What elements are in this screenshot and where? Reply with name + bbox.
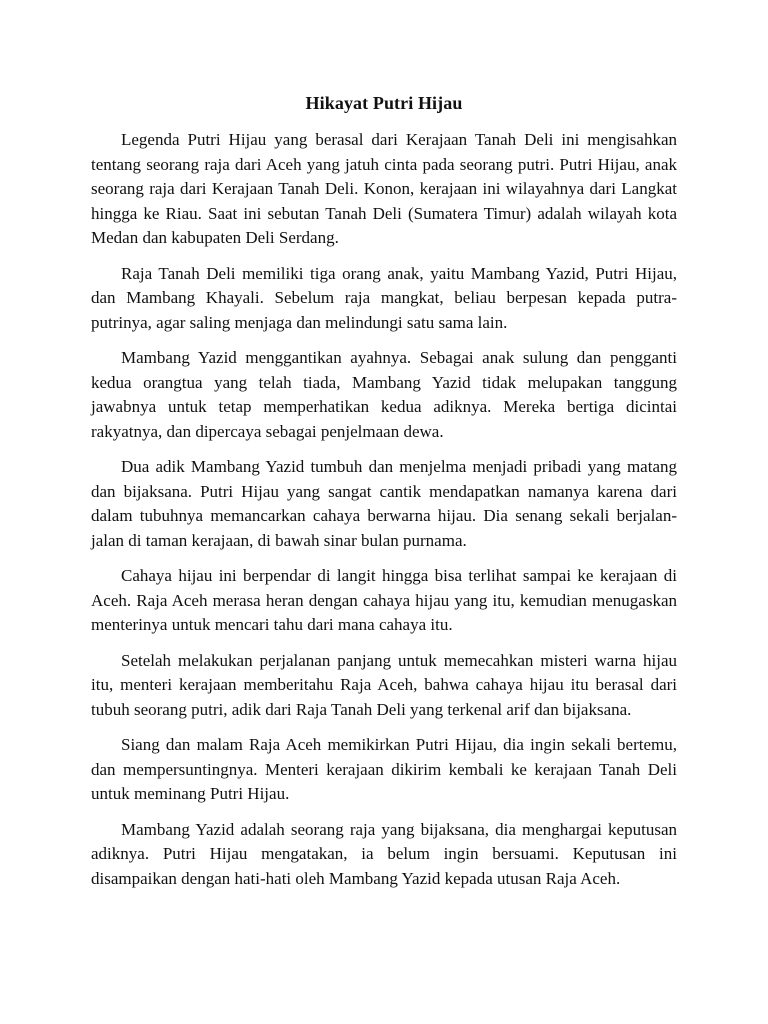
paragraph-2: Raja Tanah Deli memiliki tiga orang anak, yaitu Mambang Yazid, Putri Hijau, dan Mambang Khayali. Sebelum raja mangkat, beliau berpesan kepada putra-putrinya, agar saling menjaga dan melindungi satu sama lain. <box>91 263 677 332</box>
paragraph-3: Mambang Yazid menggantikan ayahnya. Sebagai anak sulung dan pengganti kedua orangtua yang telah tiada, Mambang Yazid tidak melupakan tanggung jawabnya untuk tetap memperhatikan kedua adiknya. Mereka bertiga dicintai rakyatnya, dan dipercaya sebagai penjelmaan dewa. <box>91 348 677 441</box>
document-title: Hikayat Putri Hijau <box>305 93 463 113</box>
paragraph-5: Cahaya hijau ini berpendar di langit hingga bisa terlihat sampai ke kerajaan di Aceh. Raja Aceh merasa heran dengan cahaya hijau yang itu, kemudian menugaskan menterinya untuk mencari tahu dari mana cahaya itu. <box>91 566 677 634</box>
paragraph-8: Mambang Yazid adalah seorang raja yang bijaksana, dia menghargai keputusan adiknya. Putri Hijau mengatakan, ia belum ingin bersuami. Keputusan ini disampaikan dengan hati-hati oleh Mambang Yazid kepada utusan Raja Aceh. <box>91 819 677 888</box>
paragraph-1: Legenda Putri Hijau yang berasal dari Kerajaan Tanah Deli ini mengisahkan tentang seorang raja dari Aceh yang jatuh cinta pada seorang putri. Putri Hijau, anak seorang raja dari Kerajaan Tanah Deli. Konon, kerajaan ini wilayahnya dari Langkat hingga ke Riau. Saat ini sebutan Tanah Deli (Sumatera Timur) adalah wilayah kota Medan dan kabupaten Deli Serdang. <box>91 130 677 247</box>
document-body <box>91 88 677 902</box>
paragraph-4: Dua adik Mambang Yazid tumbuh dan menjelma menjadi pribadi yang matang dan bijaksana. Putri Hijau yang sangat cantik mendapatkan namanya karena dari dalam tubuhnya memancarkan cahaya berwarna hijau. Dia senang sekali berjalan-jalan di taman kerajaan, di bawah sinar bulan purnama. <box>91 457 677 550</box>
paragraph-7: Siang dan malam Raja Aceh memikirkan Putri Hijau, dia ingin sekali bertemu, dan mempersuntingnya. Menteri kerajaan dikirim kembali ke kerajaan Tanah Deli untuk meminang Putri Hijau. <box>91 735 677 803</box>
paragraph-6: Setelah melakukan perjalanan panjang untuk memecahkan misteri warna hijau itu, menteri kerajaan memberitahu Raja Aceh, bahwa cahaya hijau itu berasal dari tubuh seorang putri, adik dari Raja Tanah Deli yang terkenal arif dan bijaksana. <box>91 650 677 719</box>
